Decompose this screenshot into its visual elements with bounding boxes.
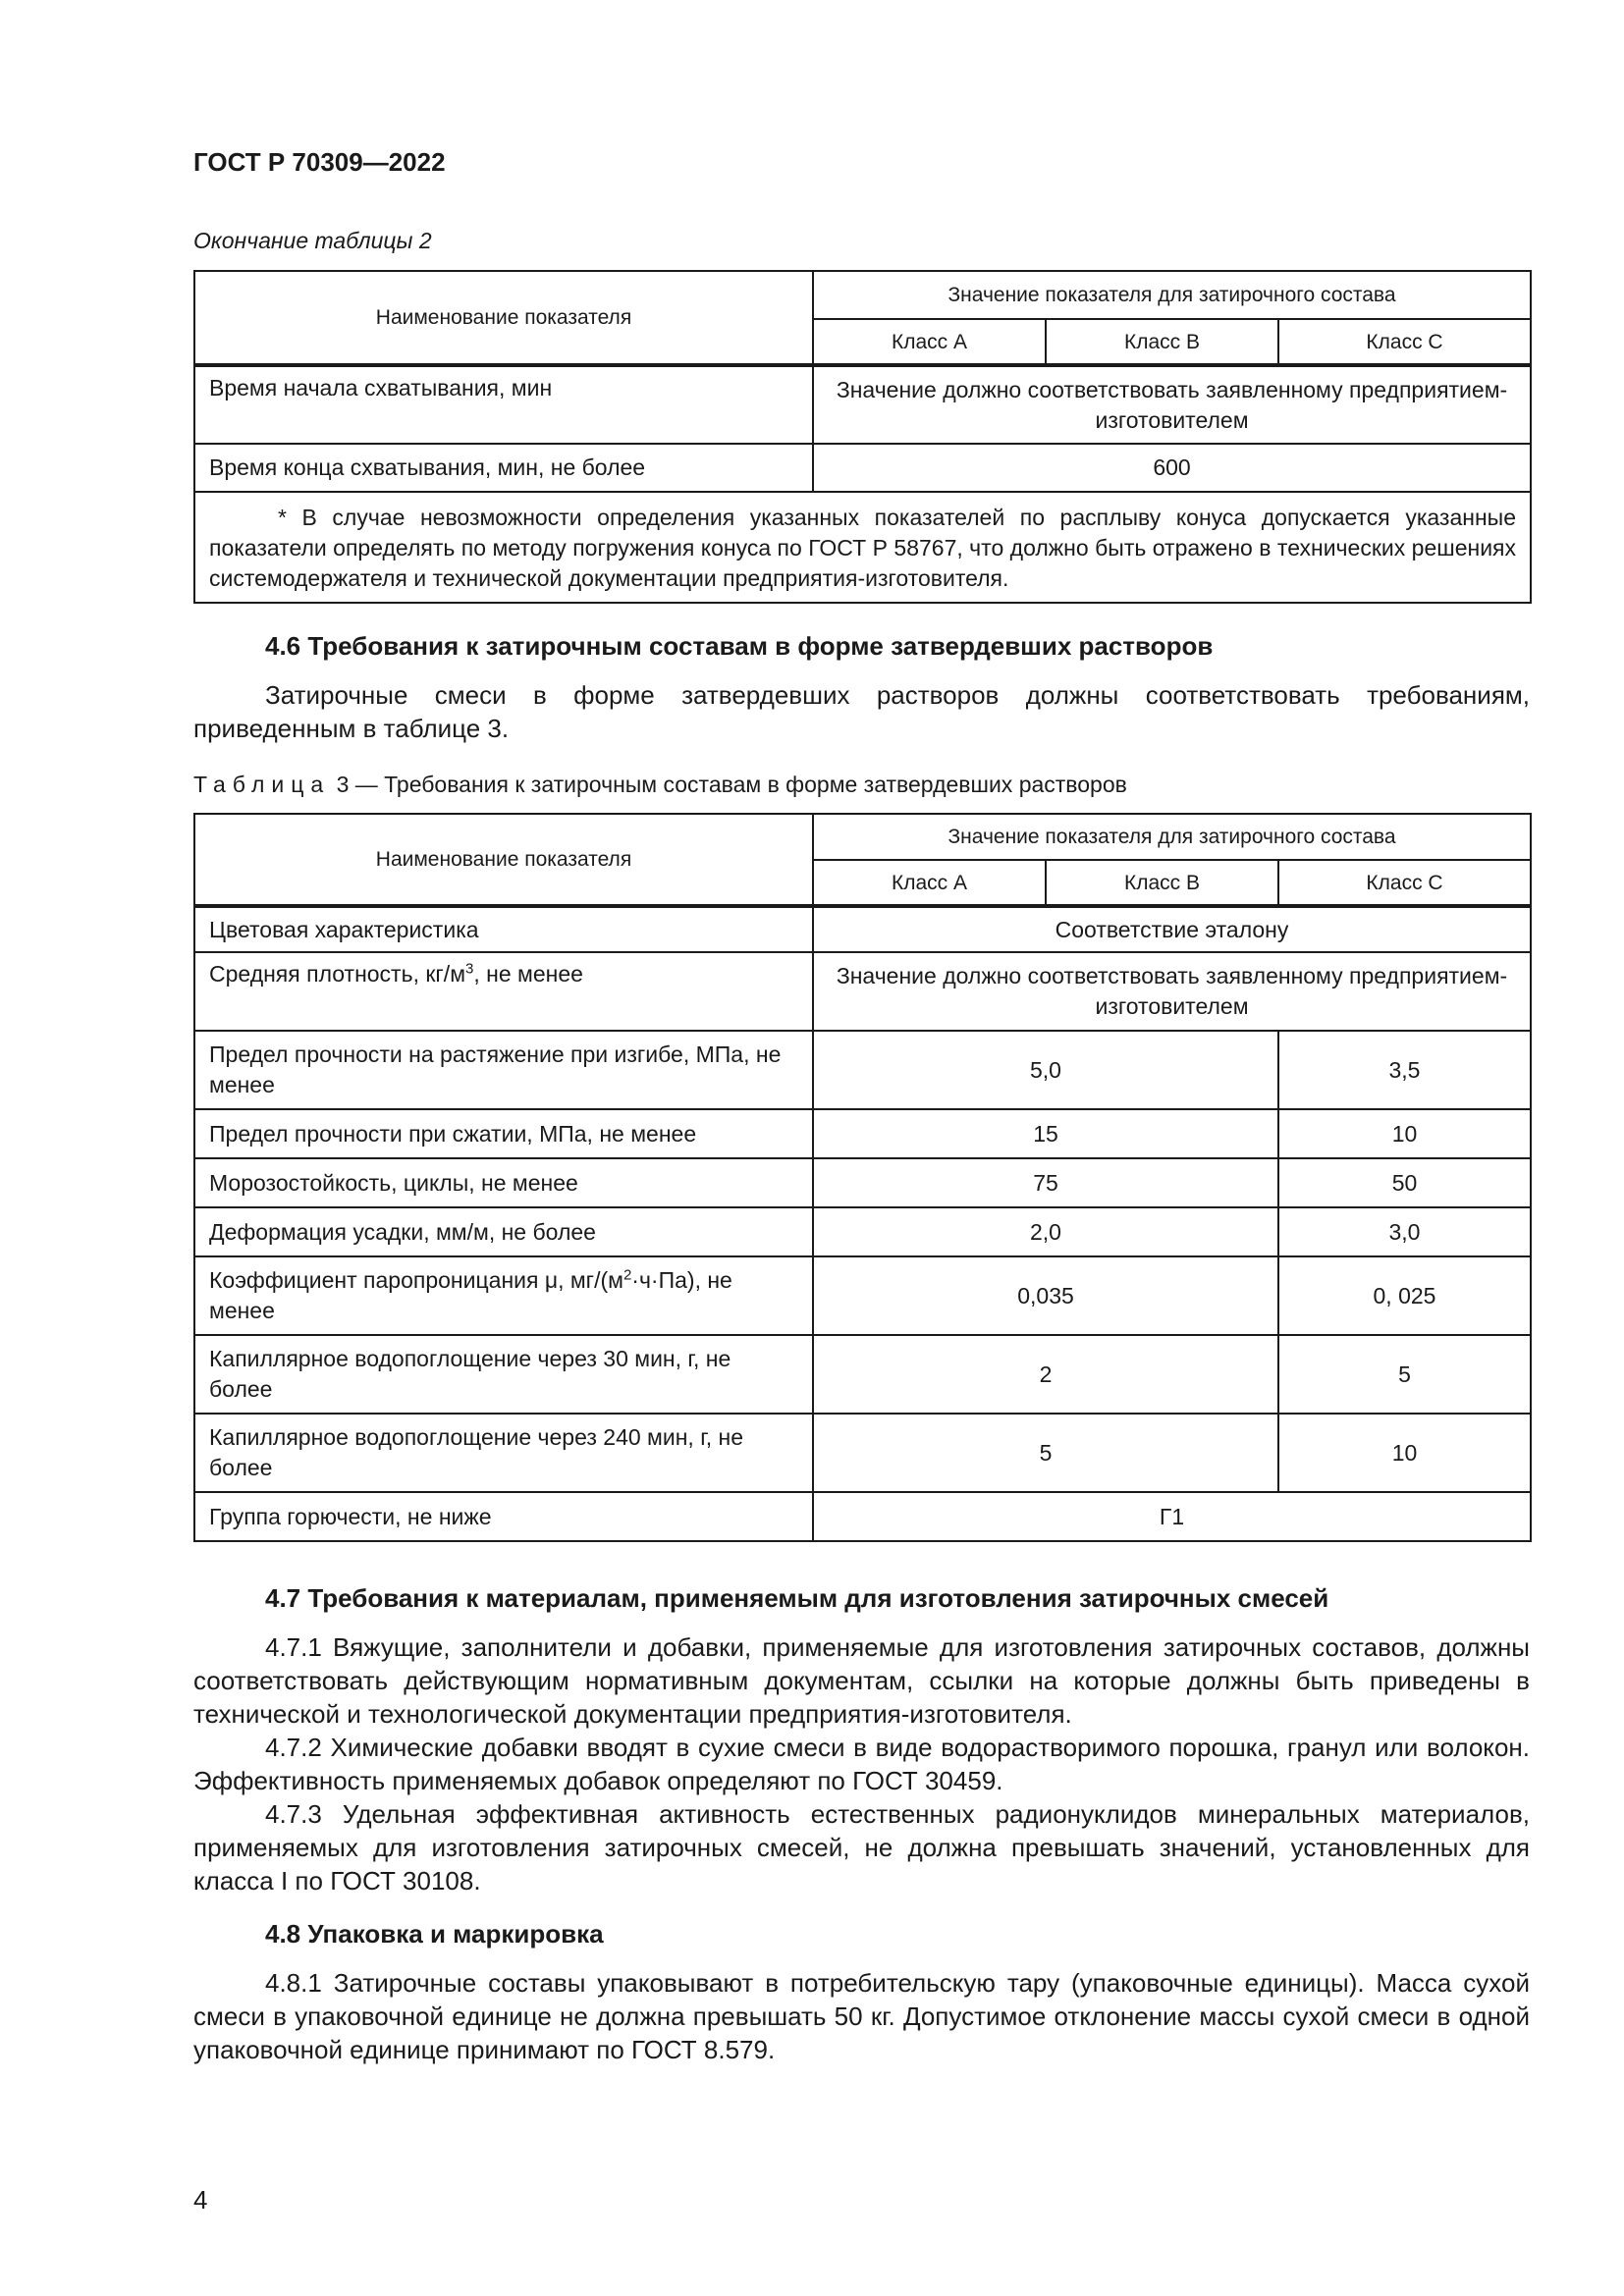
table3-row-name: Группа горючести, не ниже bbox=[194, 1492, 813, 1541]
table2-class-b-header: Класс В bbox=[1046, 319, 1278, 365]
table3-class-b-header: Класс В bbox=[1046, 860, 1278, 906]
table2-value-header: Значение показателя для затирочного состава bbox=[813, 271, 1531, 319]
table3-row-value: Г1 bbox=[813, 1492, 1531, 1541]
table3-caption-text: 3 — Требования к затирочным составам в форме затвердевших растворов bbox=[330, 772, 1127, 797]
table3-row-name bbox=[194, 1256, 813, 1335]
table3-row-name: Цветовая характеристика bbox=[194, 906, 813, 952]
document-code: ГОСТ Р 70309—2022 bbox=[193, 147, 446, 177]
table2-footnote bbox=[194, 492, 1531, 603]
table3-row-name: Предел прочности на растяжение при изгибе, МПа, не менее bbox=[194, 1031, 813, 1109]
table3-row-name-text: ·ч·Па), не менее bbox=[209, 1267, 732, 1323]
table3-row-name-sup: 2 bbox=[623, 1266, 632, 1284]
table3-row-value-c: 10 bbox=[1278, 1414, 1531, 1492]
table3-row-value-ab: 2 bbox=[813, 1335, 1278, 1414]
table3-row-name: Деформация усадки, мм/м, не более bbox=[194, 1207, 813, 1256]
table2-class-c-header: Класс С bbox=[1278, 319, 1531, 365]
section-4-8-text bbox=[193, 1966, 1530, 2066]
table3-class-c-header: Класс С bbox=[1278, 860, 1531, 906]
table3-row-value-ab: 2,0 bbox=[813, 1207, 1278, 1256]
page-number: 4 bbox=[193, 2185, 208, 2215]
table2-row-name: Время конца схватывания, мин, не более bbox=[194, 444, 813, 492]
table3-row-value: Значение должно соответствовать заявленному предприятием-изготовителем bbox=[813, 952, 1531, 1031]
table2-class-a-header: Класс А bbox=[813, 319, 1046, 365]
table3-row-value-ab: 5 bbox=[813, 1414, 1278, 1492]
table2-name-header: Наименование показателя bbox=[194, 271, 813, 365]
table3-row-value-ab: 15 bbox=[813, 1109, 1278, 1158]
table3-value-header: Значение показателя для затирочного состава bbox=[813, 814, 1531, 860]
table3-row-name bbox=[194, 952, 813, 1031]
table3-row-name-text: , не менее bbox=[473, 961, 583, 987]
section-4-7-text bbox=[193, 1630, 1530, 1897]
table3-row-name: Капиллярное водопоглощение через 30 мин, г, не более bbox=[194, 1335, 813, 1414]
table2-row-name: Время начала схватывания, мин bbox=[194, 365, 813, 444]
table3-row-value-ab: 5,0 bbox=[813, 1031, 1278, 1109]
table3-row-name-text: Коэффициент паропроницания μ, мг/(м bbox=[209, 1267, 623, 1293]
section-4-6-text bbox=[193, 678, 1530, 745]
table-2 bbox=[193, 270, 1532, 604]
table3-row-value-ab: 75 bbox=[813, 1158, 1278, 1207]
table3-row-name: Морозостойкость, циклы, не менее bbox=[194, 1158, 813, 1207]
table3-row-value-ab: 0,035 bbox=[813, 1256, 1278, 1335]
section-4-8-1-paragraph: 4.8.1 Затирочные составы упаковывают в потребительскую тару (упаковочные единицы). Масса сухой смеси в упаковочной единице не должна превышать 50 кг. Допустимое отклонение массы сухой смеси в одной упаковочной единице принимают по ГОСТ 8.579. bbox=[193, 1968, 1530, 2064]
table3-row-name: Предел прочности при сжатии, МПа, не менее bbox=[194, 1109, 813, 1158]
table3-row-value-c: 3,5 bbox=[1278, 1031, 1531, 1109]
table3-row-value-c: 10 bbox=[1278, 1109, 1531, 1158]
section-4-7-heading: 4.7 Требования к материалам, применяемым для изготовления затирочных смесей bbox=[265, 1583, 1329, 1613]
table3-class-a-header: Класс А bbox=[813, 860, 1046, 906]
table3-row-value-c: 3,0 bbox=[1278, 1207, 1531, 1256]
section-4-6-heading: 4.6 Требования к затирочным составам в форме затвердевших растворов bbox=[265, 631, 1214, 661]
table2-row-value: Значение должно соответствовать заявленному предприятием-изготовителем bbox=[813, 365, 1531, 444]
table3-row-name-text: Средняя плотность, кг/м bbox=[209, 961, 466, 987]
table2-row-value: 600 bbox=[813, 444, 1531, 492]
table-3 bbox=[193, 813, 1532, 1542]
table3-row-value-c: 0, 025 bbox=[1278, 1256, 1531, 1335]
table3-caption-label: Таблица bbox=[193, 772, 331, 797]
section-4-7-2-paragraph: 4.7.2 Химические добавки вводят в сухие смеси в виде водорастворимого порошка, гранул или волокон. Эффективность применяемых добавок определяют по ГОСТ 30459. bbox=[193, 1733, 1530, 1795]
table3-row-value: Соответствие эталону bbox=[813, 906, 1531, 952]
table2-caption: Окончание таблицы 2 bbox=[193, 228, 432, 253]
section-4-6-paragraph: Затирочные смеси в форме затвердевших растворов должны соответствовать требованиям, приведенным в таблице 3. bbox=[193, 680, 1530, 743]
table3-row-value-c: 5 bbox=[1278, 1335, 1531, 1414]
table3-row-name-sup: 3 bbox=[465, 960, 474, 978]
table3-name-header: Наименование показателя bbox=[194, 814, 813, 906]
table2-footnote-text: * В случае невозможности определения указанных показателей по расплыву конуса допускается указанные показатели определять по методу погружения конуса по ГОСТ Р 58767, что должно быть отражено в технических решениях системодержателя и технической документации предприятия-изготовителя. bbox=[209, 505, 1516, 591]
table3-caption bbox=[193, 772, 1127, 798]
table3-row-value-c: 50 bbox=[1278, 1158, 1531, 1207]
section-4-8-heading: 4.8 Упаковка и маркировка bbox=[265, 1919, 604, 1949]
section-4-7-3-paragraph: 4.7.3 Удельная эффективная активность естественных радионуклидов минеральных материалов, применяемых для изготовления затирочных смесей, не должна превышать значений, установленных для класса I по ГОСТ 30108. bbox=[193, 1799, 1530, 1896]
section-4-7-1-paragraph: 4.7.1 Вяжущие, заполнители и добавки, применяемые для изготовления затирочных составов, должны соответствовать действующим нормативным документам, ссылки на которые должны быть приведены в технической и технологической документации предприятия-изготовителя. bbox=[193, 1632, 1530, 1729]
table3-row-name: Капиллярное водопоглощение через 240 мин, г, не более bbox=[194, 1414, 813, 1492]
